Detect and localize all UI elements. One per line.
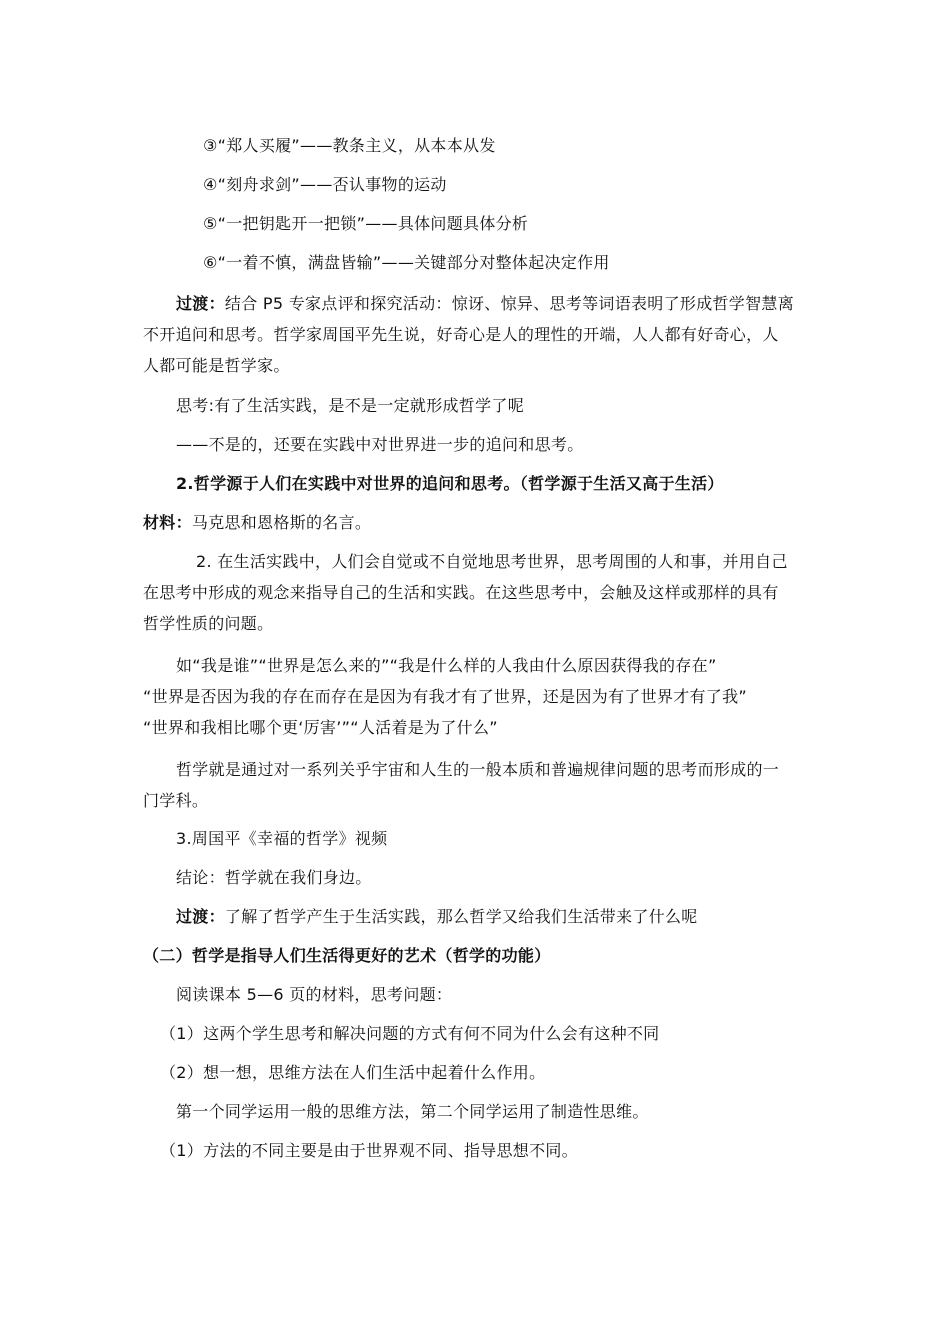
example-item-5: ⑤“一把钥匙开一把锁”——具体问题具体分析 xyxy=(203,214,529,233)
question-1: （1）这两个学生思考和解决问题的方式有何不同为什么会有这种不同 xyxy=(160,1024,660,1043)
section-heading-two: （二）哲学是指导人们生活得更好的艺术（哲学的功能） xyxy=(143,946,551,965)
transition-paragraph-line-1 xyxy=(176,294,794,314)
definition-line-1: 哲学就是通过对一系列关乎宇宙和人生的一般本质和普遍规律问题的思考而形成的一 xyxy=(176,760,780,779)
questions-line-1: 如“我是谁”“世界是怎么来的”“我是什么样的人我由什么原因获得我的存在” xyxy=(176,656,717,675)
transition-line-2 xyxy=(176,907,698,927)
material-label: 材料： xyxy=(143,513,192,532)
practice-paragraph-line-1: 2. 在生活实践中，人们会自觉或不自觉地思考世界，思考周围的人和事，并用自己 xyxy=(196,552,788,571)
questions-line-2: “世界是否因为我的存在而存在是因为有我才有了世界，还是因为有了世界才有了我” xyxy=(143,687,747,706)
answer-statement: 第一个同学运用一般的思维方法，第二个同学运用了制造性思维。 xyxy=(176,1102,649,1121)
material-line xyxy=(143,513,371,533)
reading-instruction: 阅读课本 5—6 页的材料，思考问题： xyxy=(176,985,453,1004)
example-item-6: ⑥“一着不慎，满盘皆输”——关键部分对整体起决定作用 xyxy=(203,253,610,272)
transition-paragraph-line-3: 人都可能是哲学家。 xyxy=(143,356,290,375)
think-question: 思考:有了生活实践，是不是一定就形成哲学了呢 xyxy=(176,396,524,415)
question-2: （2）想一想，思维方法在人们生活中起着什么作用。 xyxy=(160,1063,546,1082)
practice-paragraph-line-2: 在思考中形成的观念来指导自己的生活和实践。在这些思考中，会触及这样或那样的具有 xyxy=(143,583,779,602)
answer-1: （1）方法的不同主要是由于世界观不同、指导思想不同。 xyxy=(160,1141,578,1160)
transition-label-2: 过渡： xyxy=(176,907,225,926)
transition-text-2: 了解了哲学产生于生活实践，那么哲学又给我们生活带来了什么呢 xyxy=(224,907,698,926)
transition-label: 过渡： xyxy=(176,294,225,313)
material-text: 马克思和恩格斯的名言。 xyxy=(191,513,372,532)
think-answer: ——不是的，还要在实践中对世界进一步的追问和思考。 xyxy=(176,435,584,454)
questions-line-3: “世界和我相比哪个更‘厉害’”“人活着是为了什么” xyxy=(143,718,498,737)
transition-paragraph-line-2: 不开追问和思考。哲学家周国平先生说，好奇心是人的理性的开端，人人都有好奇心，人 xyxy=(143,325,779,344)
example-item-3: ③“郑人买履”——教条主义，从本本从发 xyxy=(203,136,496,155)
practice-paragraph-line-3: 哲学性质的问题。 xyxy=(143,614,274,633)
example-item-4: ④“刻舟求剑”——否认事物的运动 xyxy=(203,175,447,194)
conclusion-line: 结论：哲学就在我们身边。 xyxy=(176,868,372,887)
definition-line-2: 门学科。 xyxy=(143,791,209,810)
video-item: 3.周国平《幸福的哲学》视频 xyxy=(176,829,388,848)
transition-text: 结合 P5 专家点评和探究活动：惊讶、惊异、思考等词语表明了形成哲学智慧离 xyxy=(224,294,795,313)
section-heading-2: 2.哲学源于人们在实践中对世界的追问和思考。（哲学源于生活又高于生活） xyxy=(176,474,724,493)
